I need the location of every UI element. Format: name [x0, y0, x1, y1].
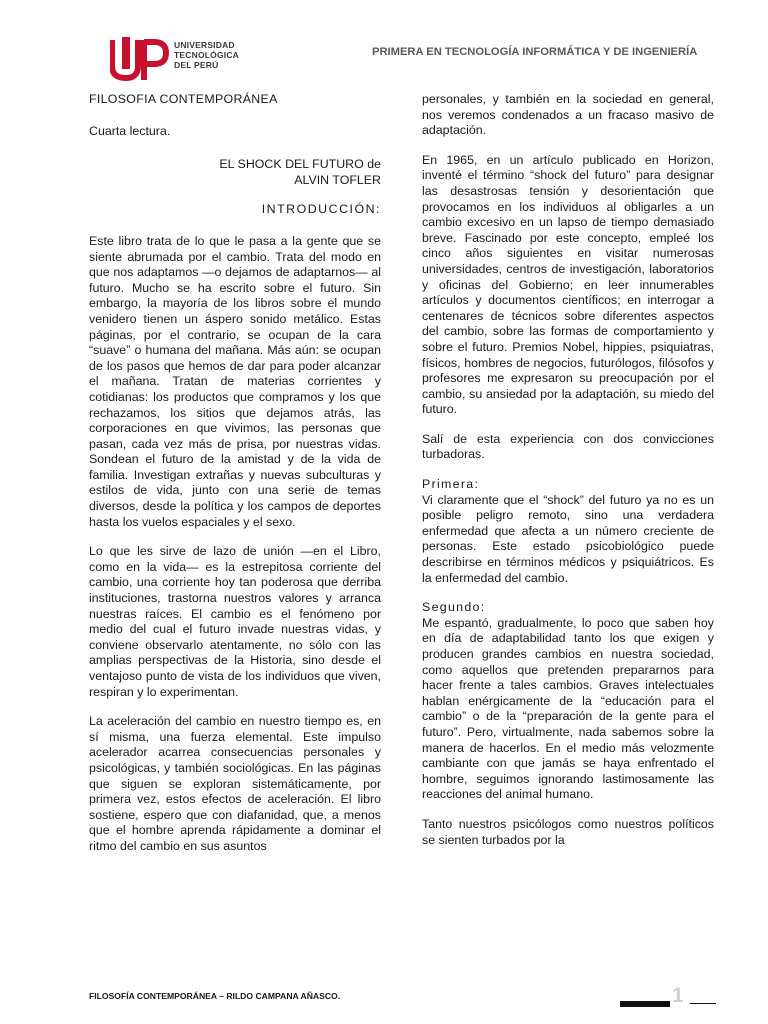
lecture-label: Cuarta lectura.: [89, 123, 171, 138]
utp-logo-mark-icon: [110, 36, 170, 82]
book-author-line: ALVIN TOFLER: [294, 172, 381, 187]
page-number: 1: [672, 984, 684, 1007]
body-paragraph: Me espantó, gradualmente, lo poco que saben hoy en día de adaptabilidad tanto los que exigen y producen grandes cambios en nuestra sociedad, como aquellos que pretenden prepararnos para hacer frente a tales cambios. Graves intelectuales hablan enérgicamente de la “educación para el cambio” o de la “preparación de la gente para el futuro”. Pero, virtualmente, nada sabemos sobre la manera de hacerlos. En el medio más velozmente cambiante con que jamás se haya enfrentado el hombre, seguimos ignorando lastimosamente las reacciones del animal humano.: [422, 615, 714, 802]
university-name: [174, 40, 239, 70]
book-title-line: EL SHOCK DEL FUTURO de: [219, 157, 381, 172]
body-paragraph: Vi claramente que el “shock” del futuro ya no es un posible peligro remoto, sino una verdadera enfermedad que afecta a un número creciente de personas. Este estado psicobiológico puede describirse en términos médicos y psiquiátricos. Es la enfermedad del cambio.: [422, 492, 714, 585]
body-paragraph: La aceleración del cambio en nuestro tiempo es, en sí misma, una fuerza elemental. Este impulso acelerador acarrea consecuencias personales y psicológicas, y también sociológicas. En las páginas que siguen se exploran sistemáticamente, por primera vez, estos efectos de aceleración. El libro sostiene, espero que con diafanidad, que, a menos que el hombre aprenda rápidamente a dominar el ritmo del cambio en sus asuntos: [89, 714, 381, 853]
body-paragraph: Lo que les sirve de lazo de unión —en el Libro, como en la vida— es la estrepitosa corriente del cambio, una corriente hoy tan poderosa que derriba instituciones, trastorna nuestros valores y arranca nuestras raíces. El cambio es el fenómeno por medio del cual el futuro invade nuestras vidas, y conviene observarlo atentamente, no sólo con las amplias perspectivas de la Historia, sino desde el ventajoso punto de vista de los individuos que viven, respiran y lo experimentan.: [89, 544, 381, 699]
body-paragraph: personales, y también en la sociedad en general, nos veremos condenados a un fracaso masivo de adaptación.: [422, 92, 714, 138]
book-title: [89, 157, 381, 188]
logo-line: TECNOLÓGICA: [174, 50, 240, 60]
footer-rule: [690, 1003, 716, 1004]
right-column: [422, 92, 714, 862]
course-title: FILOSOFIA CONTEMPORÁNEA: [89, 92, 278, 106]
footer-text: FILOSOFÍA CONTEMPORÁNEA – RILDO CAMPANA AÑASCO.: [89, 991, 341, 1001]
segundo-heading: Segundo:: [422, 600, 486, 615]
intro-heading: INTRODUCCIÓN:: [261, 202, 381, 217]
header-tagline: PRIMERA EN TECNOLOGÍA INFORMÁTICA Y DE INGENIERÍA: [372, 46, 698, 58]
logo-line: DEL PERÚ: [174, 60, 219, 70]
body-paragraph: Tanto nuestros psicólogos como nuestros políticos se sienten turbados por la: [422, 816, 714, 847]
logo-line: UNIVERSIDAD: [174, 40, 235, 50]
university-logo: [110, 36, 250, 82]
left-column: [89, 92, 381, 869]
primera-heading: Primera:: [422, 477, 480, 492]
body-paragraph: Salí de esta experiencia con dos convicciones turbadoras.: [422, 431, 714, 462]
body-paragraph: Este libro trata de lo que le pasa a la gente que se siente abrumada por el cambio. Trata del modo en que nos adaptamos —o dejamos de adaptarnos— al futuro. Mucho se ha escrito sobre el futuro. Sin embargo, la mayoría de los libros sobre el mundo venidero tienen un áspero sonido metálico. Estas páginas, por el contrario, se ocupan de la cara “suave” o humana del mañana. Más aún: se ocupan de los pasos que hemos de dar para poder alcanzar el mañana. Tratan de materias corrientes y cotidianas: los productos que compramos y los que rechazamos, los sitios que dejamos atrás, las corporaciones en que vivimos, las personas que pasan, cada vez más de prisa, por nuestras vidas. Sondean el futuro de la amistad y de la vida de familia. Investigan extrañas y nuevas subculturas y estilos de vida, junto con una serie de temas diversos, desde la política y los campos de deportes hasta los vuelos espaciales y el sexo.: [89, 233, 381, 529]
footer-bar: [620, 1001, 670, 1007]
body-paragraph: En 1965, en un artículo publicado en Horizon, inventé el término “shock del futuro” para designar las desastrosas tensión y desorientación que provocamos en los individuos al obligarles a un cambio excesivo en un lapso de tiempo demasiado breve. Fascinado por este concepto, empleé los cinco años siguientes en visitar numerosas universidades, centros de investigación, laboratorios y oficinas del Gobierno; en leer innumerables artículos y documentos científicos; en interrogar a centenares de técnicos sobre diferentes aspectos del cambio, sobre las formas de comportamiento y sobre el futuro. Premios Nobel, hippies, psiquiatras, físicos, hombres de negocios, futurólogos, filósofos y profesores me expresaron su preocupación por el cambio, su ansiedad por la adaptación, su miedo del futuro.: [422, 152, 714, 417]
